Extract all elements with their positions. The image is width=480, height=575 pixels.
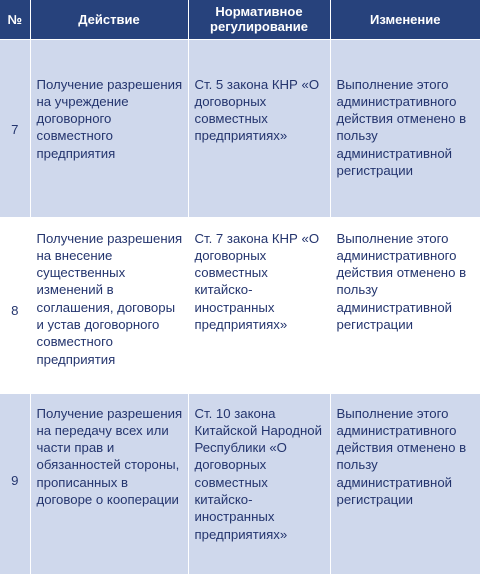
table-header [0,0,480,39]
row-action: Получение разрешения на передачу всех или части прав и обязанностей стороны, прописанных в договоре о кооперации [30,393,188,574]
row-change: Выполнение этого административного действия отменено в пользу административной регистрации [330,39,480,217]
row-change: Выполнение этого административного действия отменено в пользу административной регистрации [330,217,480,393]
table-row [0,393,480,574]
row-num: 7 [0,39,30,217]
table-body [0,39,480,574]
table-row [0,39,480,217]
row-action: Получение разрешения на внесение существенных изменений в соглашения, договоры и устав договорного совместного предприятия [30,217,188,393]
row-norm: Ст. 7 закона КНР «О договорных совместных китайско-иностранных предприятиях» [188,217,330,393]
row-norm: Ст. 10 закона Китайской Народной Республики «О договорных совместных китайско-иностранных предприятиях» [188,393,330,574]
table-row [0,217,480,393]
header-norm-line1: Нормативное [215,4,303,20]
header-num: № [0,0,30,39]
header-change: Изменение [330,0,480,39]
header-action: Действие [30,0,188,39]
row-action: Получение разрешения на учреждение договорного совместного предприятия [30,39,188,217]
header-row [0,0,480,39]
header-norm [188,0,330,39]
row-num: 8 [0,217,30,393]
row-num: 9 [0,393,30,574]
row-norm: Ст. 5 закона КНР «О договорных совместных предприятиях» [188,39,330,217]
row-change: Выполнение этого административного действия отменено в пользу административной регистрации [330,393,480,574]
header-norm-line2: регулирование [210,19,308,35]
